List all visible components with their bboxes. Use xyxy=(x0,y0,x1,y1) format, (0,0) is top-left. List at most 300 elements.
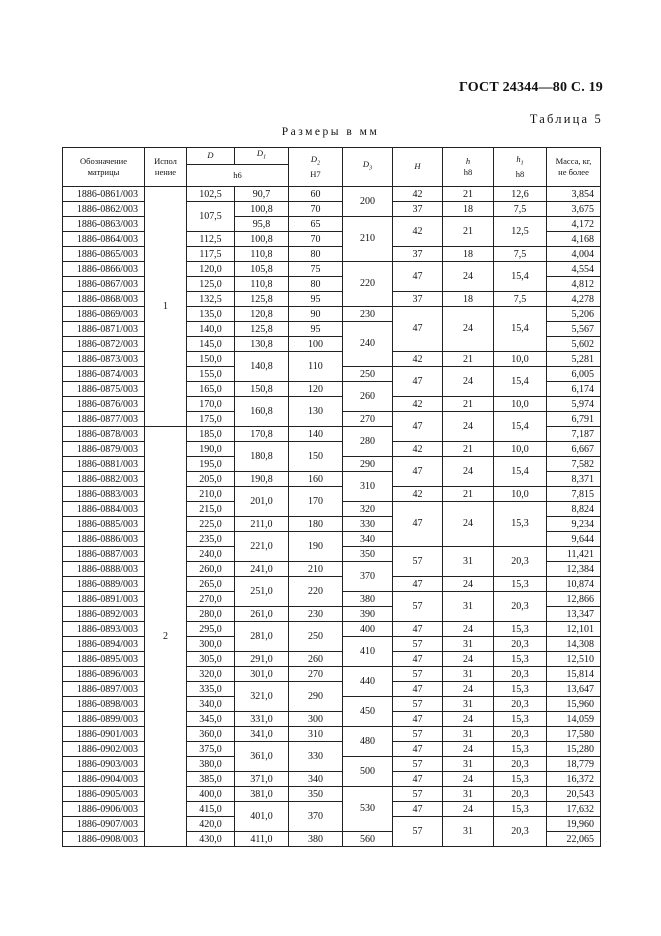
cell-d2: 80 xyxy=(289,246,343,261)
cell-d2: 230 xyxy=(289,606,343,621)
cell-mass: 4,812 xyxy=(547,276,601,291)
cell-mass: 5,281 xyxy=(547,351,601,366)
cell-designation: 1886-0869/003 xyxy=(63,306,145,321)
cell-designation: 1886-0902/003 xyxy=(63,741,145,756)
cell-designation: 1886-0863/003 xyxy=(63,216,145,231)
cell-d1: 105,8 xyxy=(235,261,289,276)
cell-mass: 13,647 xyxy=(547,681,601,696)
cell-h: 31 xyxy=(443,756,494,771)
dimensions-table xyxy=(62,147,601,847)
cell-h: 47 xyxy=(393,261,443,291)
cell-d2: 140 xyxy=(289,426,343,441)
cell-h1: 10,0 xyxy=(494,396,547,411)
cell-d: 335,0 xyxy=(187,681,235,696)
cell-designation: 1886-0888/003 xyxy=(63,561,145,576)
cell-h: 24 xyxy=(443,621,494,636)
cell-h1: 10,0 xyxy=(494,486,547,501)
cell-mass: 4,004 xyxy=(547,246,601,261)
cell-d1: 341,0 xyxy=(235,726,289,741)
cell-designation: 1886-0884/003 xyxy=(63,501,145,516)
page-header: ГОСТ 24344—80 С. 19 xyxy=(459,80,603,95)
cell-h: 57 xyxy=(393,636,443,651)
cell-d: 360,0 xyxy=(187,726,235,741)
cell-h1: 15,3 xyxy=(494,801,547,816)
header-h xyxy=(443,148,494,187)
table-row xyxy=(63,786,601,801)
cell-mass: 11,421 xyxy=(547,546,601,561)
cell-h: 24 xyxy=(443,501,494,546)
cell-h: 24 xyxy=(443,306,494,351)
cell-d3: 290 xyxy=(343,456,393,471)
cell-designation: 1886-0885/003 xyxy=(63,516,145,531)
cell-d2: 130 xyxy=(289,396,343,426)
cell-designation: 1886-0871/003 xyxy=(63,321,145,336)
cell-d1: 411,0 xyxy=(235,831,289,846)
table-row xyxy=(63,201,601,216)
header-D2: $D_2$ H7 xyxy=(289,148,343,187)
cell-h1: 15,3 xyxy=(494,651,547,666)
cell-h1: 15,4 xyxy=(494,456,547,486)
cell-d2: 170 xyxy=(289,486,343,516)
cell-h: 47 xyxy=(393,306,443,351)
table-row xyxy=(63,186,601,201)
cell-d1: 180,8 xyxy=(235,441,289,471)
cell-d: 165,0 xyxy=(187,381,235,396)
cell-designation: 1886-0893/003 xyxy=(63,621,145,636)
table-row xyxy=(63,801,601,816)
cell-designation: 1886-0891/003 xyxy=(63,591,145,606)
cell-d1: 371,0 xyxy=(235,771,289,786)
cell-d: 205,0 xyxy=(187,471,235,486)
table-row xyxy=(63,741,601,756)
cell-h1: 15,3 xyxy=(494,771,547,786)
cell-h1: 20,3 xyxy=(494,696,547,711)
cell-d1: 110,8 xyxy=(235,276,289,291)
cell-d2: 290 xyxy=(289,681,343,711)
cell-d: 225,0 xyxy=(187,516,235,531)
cell-d: 380,0 xyxy=(187,756,235,771)
cell-d2: 70 xyxy=(289,231,343,246)
cell-mass: 7,187 xyxy=(547,426,601,441)
cell-mass: 15,814 xyxy=(547,666,601,681)
cell-h: 31 xyxy=(443,816,494,846)
cell-designation: 1886-0868/003 xyxy=(63,291,145,306)
cell-h: 18 xyxy=(443,246,494,261)
cell-h: 47 xyxy=(393,501,443,546)
cell-h: 31 xyxy=(443,546,494,576)
cell-d1: 170,8 xyxy=(235,426,289,441)
cell-designation: 1886-0896/003 xyxy=(63,666,145,681)
cell-d2: 180 xyxy=(289,516,343,531)
cell-d1: 120,8 xyxy=(235,306,289,321)
cell-h1: 10,0 xyxy=(494,351,547,366)
cell-h: 42 xyxy=(393,486,443,501)
cell-d3: 350 xyxy=(343,546,393,561)
cell-designation: 1886-0906/003 xyxy=(63,801,145,816)
cell-d: 150,0 xyxy=(187,351,235,366)
cell-d2: 370 xyxy=(289,801,343,831)
cell-designation: 1886-0904/003 xyxy=(63,771,145,786)
cell-h1: 15,4 xyxy=(494,261,547,291)
cell-d: 340,0 xyxy=(187,696,235,711)
cell-h: 21 xyxy=(443,186,494,201)
cell-d3: 400 xyxy=(343,621,393,636)
cell-mass: 10,874 xyxy=(547,576,601,591)
table-row xyxy=(63,261,601,276)
cell-mass: 15,280 xyxy=(547,741,601,756)
cell-d1: 251,0 xyxy=(235,576,289,606)
cell-h1: 15,3 xyxy=(494,681,547,696)
cell-mass: 16,372 xyxy=(547,771,601,786)
cell-designation: 1886-0881/003 xyxy=(63,456,145,471)
cell-h1: 7,5 xyxy=(494,201,547,216)
cell-mass: 12,510 xyxy=(547,651,601,666)
cell-d2: 120 xyxy=(289,381,343,396)
cell-d2: 160 xyxy=(289,471,343,486)
cell-d2: 220 xyxy=(289,576,343,606)
cell-d3: 260 xyxy=(343,381,393,411)
cell-mass: 3,675 xyxy=(547,201,601,216)
cell-h: 47 xyxy=(393,741,443,756)
cell-designation: 1886-0882/003 xyxy=(63,471,145,486)
cell-d1: 100,8 xyxy=(235,201,289,216)
cell-d: 420,0 xyxy=(187,816,235,831)
cell-d2: 340 xyxy=(289,771,343,786)
header-D1: $D_1$ xyxy=(235,148,289,165)
cell-h1: 7,5 xyxy=(494,246,547,261)
cell-mass: 5,567 xyxy=(547,321,601,336)
cell-mass: 8,824 xyxy=(547,501,601,516)
cell-d3: 370 xyxy=(343,561,393,591)
cell-d3: 200 xyxy=(343,186,393,216)
cell-d2: 80 xyxy=(289,276,343,291)
cell-d1: 401,0 xyxy=(235,801,289,831)
cell-h: 47 xyxy=(393,411,443,441)
header-h1: $h_1$ h8 xyxy=(494,148,547,187)
cell-designation: 1886-0879/003 xyxy=(63,441,145,456)
header-D3: $D_3$ xyxy=(343,148,393,187)
header-H: H xyxy=(393,148,443,187)
cell-mass: 4,278 xyxy=(547,291,601,306)
cell-mass: 7,582 xyxy=(547,456,601,471)
cell-designation: 1886-0887/003 xyxy=(63,546,145,561)
table-row xyxy=(63,486,601,501)
cell-designation: 1886-0907/003 xyxy=(63,816,145,831)
cell-h: 24 xyxy=(443,771,494,786)
cell-mass: 6,005 xyxy=(547,366,601,381)
cell-mass: 20,543 xyxy=(547,786,601,801)
cell-designation: 1886-0908/003 xyxy=(63,831,145,846)
cell-designation: 1886-0883/003 xyxy=(63,486,145,501)
cell-d: 415,0 xyxy=(187,801,235,816)
header-h1-tolerance: h8 xyxy=(515,169,525,180)
cell-d1: 381,0 xyxy=(235,786,289,801)
cell-h: 57 xyxy=(393,816,443,846)
cell-designation: 1886-0873/003 xyxy=(63,351,145,366)
cell-h: 57 xyxy=(393,546,443,576)
cell-d3: 230 xyxy=(343,306,393,321)
cell-d: 170,0 xyxy=(187,396,235,411)
table-row xyxy=(63,306,601,321)
cell-mass: 4,554 xyxy=(547,261,601,276)
cell-h: 18 xyxy=(443,291,494,306)
cell-d: 102,5 xyxy=(187,186,235,201)
cell-d: 430,0 xyxy=(187,831,235,846)
cell-d1: 361,0 xyxy=(235,741,289,771)
cell-d3: 240 xyxy=(343,321,393,366)
cell-h: 47 xyxy=(393,366,443,396)
cell-d3: 390 xyxy=(343,606,393,621)
cell-mass: 5,974 xyxy=(547,396,601,411)
cell-d1: 150,8 xyxy=(235,381,289,396)
cell-h1: 20,3 xyxy=(494,591,547,621)
cell-d: 155,0 xyxy=(187,366,235,381)
cell-d2: 60 xyxy=(289,186,343,201)
cell-d1: 130,8 xyxy=(235,336,289,351)
cell-variant: 1 xyxy=(145,186,187,426)
cell-d2: 250 xyxy=(289,621,343,651)
cell-h1: 20,3 xyxy=(494,786,547,801)
cell-mass: 6,667 xyxy=(547,441,601,456)
cell-h: 42 xyxy=(393,186,443,201)
cell-d: 240,0 xyxy=(187,546,235,561)
table-row xyxy=(63,711,601,726)
cell-mass: 17,632 xyxy=(547,801,601,816)
cell-designation: 1886-0865/003 xyxy=(63,246,145,261)
cell-d3: 480 xyxy=(343,726,393,756)
cell-d: 210,0 xyxy=(187,486,235,501)
cell-h1: 15,3 xyxy=(494,576,547,591)
cell-h1: 15,3 xyxy=(494,741,547,756)
table-row xyxy=(63,681,601,696)
cell-h: 31 xyxy=(443,726,494,741)
table-row xyxy=(63,651,601,666)
cell-d1: 190,8 xyxy=(235,471,289,486)
cell-d: 190,0 xyxy=(187,441,235,456)
cell-d3: 450 xyxy=(343,696,393,726)
cell-h: 31 xyxy=(443,666,494,681)
cell-d3: 560 xyxy=(343,831,393,846)
cell-mass: 17,580 xyxy=(547,726,601,741)
cell-d1: 90,7 xyxy=(235,186,289,201)
cell-d: 135,0 xyxy=(187,306,235,321)
cell-mass: 6,791 xyxy=(547,411,601,426)
cell-d3: 320 xyxy=(343,501,393,516)
cell-mass: 15,960 xyxy=(547,696,601,711)
cell-d1: 125,8 xyxy=(235,291,289,306)
cell-h: 57 xyxy=(393,696,443,711)
cell-designation: 1886-0895/003 xyxy=(63,651,145,666)
cell-d3: 210 xyxy=(343,216,393,261)
cell-d1: 201,0 xyxy=(235,486,289,516)
cell-h: 24 xyxy=(443,366,494,396)
cell-d2: 75 xyxy=(289,261,343,276)
cell-mass: 7,815 xyxy=(547,486,601,501)
cell-designation: 1886-0878/003 xyxy=(63,426,145,441)
cell-designation: 1886-0877/003 xyxy=(63,411,145,426)
cell-d: 117,5 xyxy=(187,246,235,261)
cell-designation: 1886-0872/003 xyxy=(63,336,145,351)
cell-h: 47 xyxy=(393,621,443,636)
cell-designation: 1886-0862/003 xyxy=(63,201,145,216)
cell-designation: 1886-0897/003 xyxy=(63,681,145,696)
cell-h1: 20,3 xyxy=(494,816,547,846)
cell-h: 21 xyxy=(443,351,494,366)
table-row xyxy=(63,726,601,741)
cell-designation: 1886-0905/003 xyxy=(63,786,145,801)
cell-h: 42 xyxy=(393,396,443,411)
cell-d1: 125,8 xyxy=(235,321,289,336)
cell-h1: 20,3 xyxy=(494,726,547,741)
cell-mass: 5,602 xyxy=(547,336,601,351)
cell-d2: 380 xyxy=(289,831,343,846)
cell-h: 21 xyxy=(443,216,494,246)
cell-designation: 1886-0874/003 xyxy=(63,366,145,381)
cell-designation: 1886-0875/003 xyxy=(63,381,145,396)
cell-h: 24 xyxy=(443,261,494,291)
cell-d3: 530 xyxy=(343,786,393,831)
cell-d2: 260 xyxy=(289,651,343,666)
cell-d: 400,0 xyxy=(187,786,235,801)
cell-h: 47 xyxy=(393,801,443,816)
cell-d1: 160,8 xyxy=(235,396,289,426)
cell-d: 385,0 xyxy=(187,771,235,786)
cell-mass: 18,779 xyxy=(547,756,601,771)
cell-h1: 15,3 xyxy=(494,621,547,636)
cell-d: 280,0 xyxy=(187,606,235,621)
cell-d2: 270 xyxy=(289,666,343,681)
cell-mass: 12,866 xyxy=(547,591,601,606)
cell-d1: 241,0 xyxy=(235,561,289,576)
cell-h: 47 xyxy=(393,576,443,591)
cell-h: 24 xyxy=(443,456,494,486)
table-label: Таблица 5 xyxy=(529,112,603,126)
cell-d2: 190 xyxy=(289,531,343,561)
cell-d3: 500 xyxy=(343,756,393,786)
cell-mass: 14,059 xyxy=(547,711,601,726)
cell-h: 18 xyxy=(443,201,494,216)
cell-h: 57 xyxy=(393,726,443,741)
cell-h1: 20,3 xyxy=(494,666,547,681)
cell-h: 21 xyxy=(443,441,494,456)
cell-d2: 300 xyxy=(289,711,343,726)
cell-h1: 12,6 xyxy=(494,186,547,201)
cell-d2: 95 xyxy=(289,291,343,306)
cell-h: 24 xyxy=(443,681,494,696)
cell-d: 375,0 xyxy=(187,741,235,756)
header-h-symbol: h xyxy=(465,155,471,166)
cell-d: 195,0 xyxy=(187,456,235,471)
cell-designation: 1886-0866/003 xyxy=(63,261,145,276)
cell-designation: 1886-0864/003 xyxy=(63,231,145,246)
cell-d2: 350 xyxy=(289,786,343,801)
cell-d2: 90 xyxy=(289,306,343,321)
cell-d2: 310 xyxy=(289,726,343,741)
header-D: D xyxy=(187,148,235,165)
cell-h: 31 xyxy=(443,636,494,651)
cell-mass: 12,101 xyxy=(547,621,601,636)
cell-d: 300,0 xyxy=(187,636,235,651)
cell-mass: 8,371 xyxy=(547,471,601,486)
cell-h: 24 xyxy=(443,711,494,726)
cell-d3: 330 xyxy=(343,516,393,531)
units-caption: Размеры в мм xyxy=(281,126,380,138)
cell-d: 185,0 xyxy=(187,426,235,441)
cell-designation: 1886-0876/003 xyxy=(63,396,145,411)
cell-h: 47 xyxy=(393,711,443,726)
cell-h: 57 xyxy=(393,756,443,771)
cell-d1: 261,0 xyxy=(235,606,289,621)
cell-mass: 14,308 xyxy=(547,636,601,651)
cell-h: 37 xyxy=(393,291,443,306)
table-row xyxy=(63,351,601,366)
cell-h: 57 xyxy=(393,591,443,621)
cell-h1: 15,3 xyxy=(494,501,547,546)
cell-d1: 321,0 xyxy=(235,681,289,711)
cell-d3: 250 xyxy=(343,366,393,381)
cell-h: 47 xyxy=(393,651,443,666)
cell-designation: 1886-0867/003 xyxy=(63,276,145,291)
cell-d: 265,0 xyxy=(187,576,235,591)
table-row xyxy=(63,441,601,456)
cell-d3: 220 xyxy=(343,261,393,306)
table-row xyxy=(63,246,601,261)
header-h-tolerance: h8 xyxy=(463,166,473,177)
header-tolerance-h6: h6 xyxy=(187,164,289,186)
cell-d1: 331,0 xyxy=(235,711,289,726)
cell-h: 24 xyxy=(443,651,494,666)
cell-h1: 20,3 xyxy=(494,636,547,651)
cell-d2: 95 xyxy=(289,321,343,336)
cell-d2: 150 xyxy=(289,441,343,471)
header-D2-tolerance: H7 xyxy=(310,169,321,180)
header-mass: Масса, кг, не более xyxy=(547,148,601,187)
cell-designation: 1886-0886/003 xyxy=(63,531,145,546)
cell-h: 21 xyxy=(443,396,494,411)
header-designation: Обозначение матрицы xyxy=(63,148,145,187)
cell-h1: 15,4 xyxy=(494,366,547,396)
cell-d1: 291,0 xyxy=(235,651,289,666)
cell-d1: 95,8 xyxy=(235,216,289,231)
cell-d: 112,5 xyxy=(187,231,235,246)
cell-d: 140,0 xyxy=(187,321,235,336)
cell-d: 235,0 xyxy=(187,531,235,546)
cell-d2: 100 xyxy=(289,336,343,351)
cell-d1: 301,0 xyxy=(235,666,289,681)
cell-mass: 19,960 xyxy=(547,816,601,831)
cell-d: 145,0 xyxy=(187,336,235,351)
cell-mass: 4,172 xyxy=(547,216,601,231)
cell-h1: 15,4 xyxy=(494,411,547,441)
cell-d2: 210 xyxy=(289,561,343,576)
cell-mass: 4,168 xyxy=(547,231,601,246)
cell-h: 24 xyxy=(443,741,494,756)
cell-d: 345,0 xyxy=(187,711,235,726)
cell-mass: 5,206 xyxy=(547,306,601,321)
cell-designation: 1886-0861/003 xyxy=(63,186,145,201)
cell-mass: 3,854 xyxy=(547,186,601,201)
cell-d3: 380 xyxy=(343,591,393,606)
cell-h: 31 xyxy=(443,591,494,621)
table-body xyxy=(63,186,601,846)
cell-d3: 310 xyxy=(343,471,393,501)
table-row xyxy=(63,396,601,411)
cell-h: 47 xyxy=(393,456,443,486)
cell-mass: 22,065 xyxy=(547,831,601,846)
cell-d: 295,0 xyxy=(187,621,235,636)
cell-designation: 1886-0898/003 xyxy=(63,696,145,711)
cell-designation: 1886-0894/003 xyxy=(63,636,145,651)
